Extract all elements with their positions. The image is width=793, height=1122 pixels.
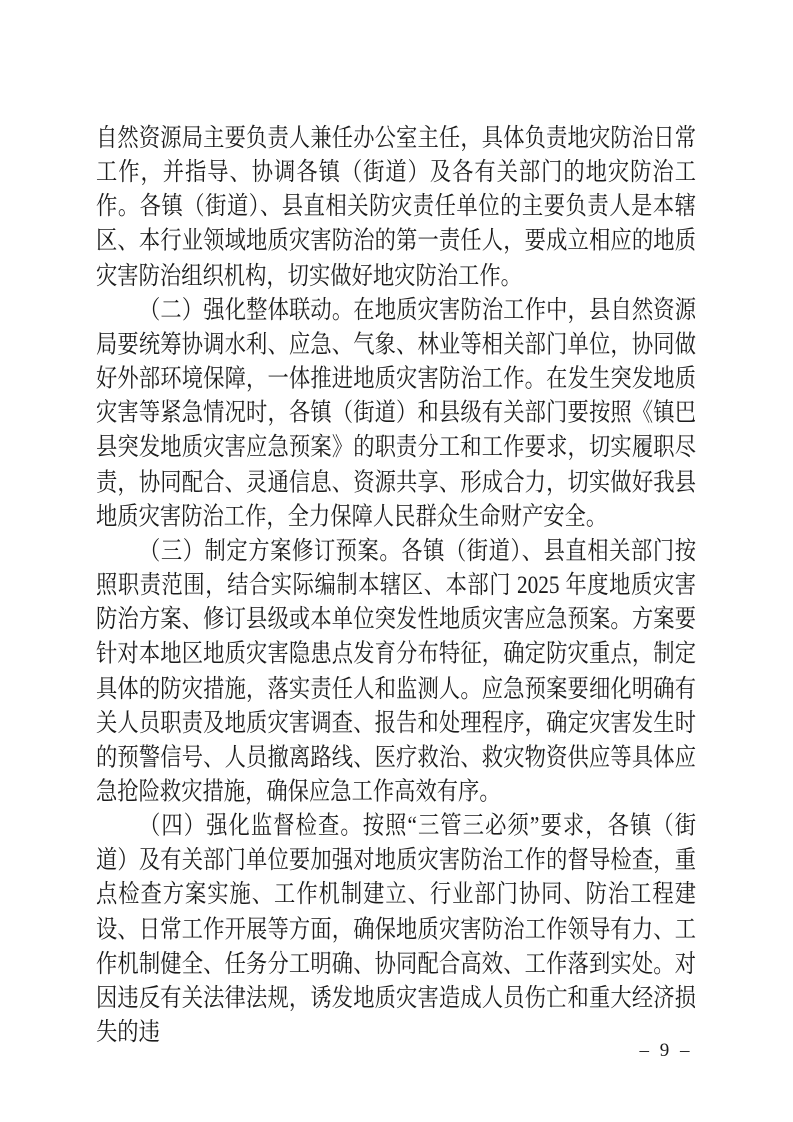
document-body xyxy=(96,121,696,1050)
body-paragraph: （三）制定方案修订预案。各镇（街道）、县直相关部门按照职责范围，结合实际编制本辖区、本部门 2025 年度地质灾害防治方案、修订县级或本单位突发性地质灾害应急预案。方案要针对本地区地质灾害隐患点发育分布特征，确定防灾重点，制定具体的防灾措施，落实责任人和监测人。应急预案要细化明确有关人员职责及地质灾害调查、报告和处理程序，确定灾害发生时的预警信号、人员撤离路线、医疗救治、救灾物资供应等具体应急抢险救灾措施，确保应急工作高效有序。 xyxy=(96,536,696,806)
page-number: – 9 – xyxy=(639,1040,693,1061)
body-paragraph: （二）强化整体联动。在地质灾害防治工作中，县自然资源局要统筹协调水利、应急、气象、林业等相关部门单位，协同做好外部环境保障，一体推进地质灾害防治工作。在发生突发地质灾害等紧急情况时，各镇（街道）和县级有关部门要按照《镇巴县突发地质灾害应急预案》的职责分工和工作要求，切实履职尽责，协同配合、灵通信息、资源共享、形成合力，切实做好我县地质灾害防治工作，全力保障人民群众生命财产安全。 xyxy=(96,295,696,531)
body-paragraph: （四）强化监督检查。按照“三管三必须”要求，各镇（街道）及有关部门单位要加强对地质灾害防治工作的督导检查，重点检查方案实施、工作机制建立、行业部门协同、防治工程建设、日常工作开展等方面，确保地质灾害防治工作领导有力、工作机制健全、任务分工明确、协同配合高效、工作落到实处。对因违反有关法律法规，诱发地质灾害造成人员伤亡和重大经济损失的违 xyxy=(96,811,696,1047)
body-paragraph: 自然资源局主要负责人兼任办公室主任，具体负责地灾防治日常工作，并指导、协调各镇（街道）及各有关部门的地灾防治工作。各镇（街道）、县直相关防灾责任单位的主要负责人是本辖区、本行业领域地质灾害防治的第一责任人，要成立相应的地质灾害防治组织机构，切实做好地灾防治工作。 xyxy=(96,123,696,290)
